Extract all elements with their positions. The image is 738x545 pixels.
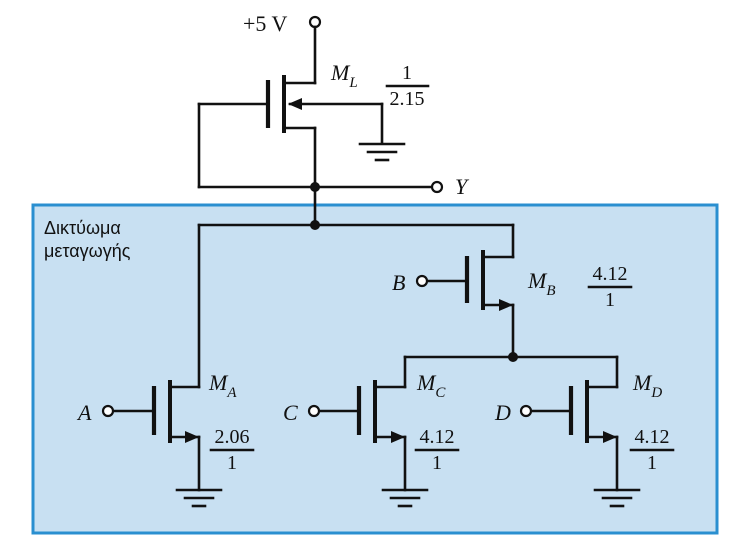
mb-sub: B <box>546 283 556 299</box>
input-a-terminal <box>103 406 113 416</box>
mb-ratio-den: 1 <box>605 289 615 311</box>
mc-ratio-num: 4.12 <box>419 426 455 448</box>
mc-ratio-den: 1 <box>432 452 442 474</box>
md-name: M <box>633 370 652 395</box>
mc-name: M <box>417 370 436 395</box>
mc-sub: C <box>435 385 446 401</box>
input-a-label: A <box>78 400 92 425</box>
md-ratio-den: 1 <box>647 452 657 474</box>
input-c-terminal <box>309 406 319 416</box>
ml-name: M <box>331 60 350 85</box>
svg-text:ML <box>330 60 358 91</box>
mb-ratio-num: 4.12 <box>592 263 628 285</box>
output-terminal <box>432 182 442 192</box>
supply-terminal <box>310 17 320 27</box>
ml-ratio-den: 2.15 <box>389 88 425 110</box>
switch-network-panel <box>33 205 717 533</box>
ml-sub: L <box>349 75 358 91</box>
load-transistor-ml <box>199 11 428 187</box>
md-ratio-num: 4.12 <box>634 426 670 448</box>
input-d-terminal <box>521 406 531 416</box>
output-label: Y <box>455 174 468 199</box>
ml-ratio-num: 1 <box>402 62 412 84</box>
input-c-label: C <box>283 400 298 425</box>
supply-label: +5 V <box>243 11 288 36</box>
ma-ratio-den: 1 <box>227 452 237 474</box>
network-label-line1: Δικτύωμα <box>44 218 121 238</box>
mb-name: M <box>528 268 547 293</box>
ma-ratio-num: 2.06 <box>214 426 250 448</box>
ma-name: M <box>209 370 228 395</box>
ground-icon <box>360 144 404 160</box>
input-b-label: B <box>392 270 406 295</box>
input-d-label: D <box>495 400 511 425</box>
network-label-line2: μεταγωγής <box>44 241 131 261</box>
md-sub: D <box>651 385 663 401</box>
input-b-terminal <box>417 276 427 286</box>
ma-sub: A <box>227 385 237 401</box>
